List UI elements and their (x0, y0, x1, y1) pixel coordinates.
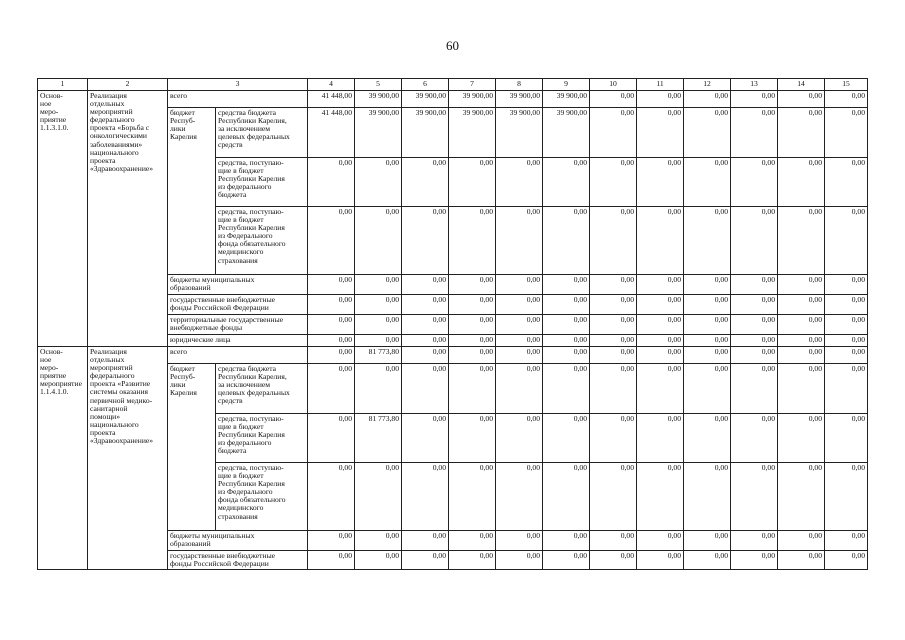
funding-label: бюджеты муниципальных образований (168, 531, 308, 551)
column-header: 5 (355, 79, 402, 91)
value-cell: 0,00 (731, 315, 778, 335)
value-cell: 0,00 (778, 347, 825, 364)
column-header: 7 (449, 79, 496, 91)
value-cell: 0,00 (731, 364, 778, 414)
value-cell: 0,00 (402, 531, 449, 551)
republic-budget-label: бюджет Респуб- лики Карелия (168, 108, 216, 275)
header-row (38, 79, 868, 91)
value-cell: 0,00 (402, 364, 449, 414)
value-cell: 0,00 (825, 91, 868, 108)
value-cell: 0,00 (402, 347, 449, 364)
value-cell: 0,00 (496, 275, 543, 295)
table-body (38, 79, 868, 570)
value-cell: 0,00 (355, 335, 402, 347)
value-cell: 0,00 (449, 364, 496, 414)
value-cell: 0,00 (308, 315, 355, 335)
value-cell: 0,00 (496, 335, 543, 347)
value-cell: 0,00 (731, 335, 778, 347)
value-cell: 0,00 (590, 275, 637, 295)
funding-label: юридические лица (168, 335, 308, 347)
value-cell: 0,00 (637, 315, 684, 335)
column-header: 13 (731, 79, 778, 91)
value-cell: 0,00 (778, 108, 825, 158)
value-cell: 0,00 (684, 414, 731, 463)
value-cell: 39 900,00 (449, 108, 496, 158)
value-cell: 0,00 (684, 295, 731, 315)
value-cell: 0,00 (308, 551, 355, 570)
table-row (38, 347, 868, 364)
value-cell: 0,00 (684, 551, 731, 570)
column-header: 14 (778, 79, 825, 91)
value-cell: 0,00 (543, 315, 590, 335)
value-cell: 0,00 (684, 108, 731, 158)
value-cell: 0,00 (778, 531, 825, 551)
value-cell: 0,00 (449, 551, 496, 570)
value-cell: 0,00 (637, 463, 684, 531)
value-cell: 0,00 (731, 414, 778, 463)
value-cell: 0,00 (590, 364, 637, 414)
value-cell: 0,00 (449, 414, 496, 463)
value-cell: 39 900,00 (402, 91, 449, 108)
value-cell: 0,00 (402, 463, 449, 531)
value-cell: 0,00 (308, 295, 355, 315)
value-cell: 0,00 (308, 364, 355, 414)
value-cell: 0,00 (825, 275, 868, 295)
value-cell: 0,00 (308, 414, 355, 463)
value-cell: 0,00 (449, 207, 496, 275)
value-cell: 0,00 (684, 463, 731, 531)
value-cell: 0,00 (731, 158, 778, 207)
value-cell: 0,00 (543, 414, 590, 463)
value-cell: 0,00 (778, 275, 825, 295)
value-cell: 0,00 (355, 315, 402, 335)
value-cell: 0,00 (778, 551, 825, 570)
value-cell: 0,00 (731, 531, 778, 551)
value-cell: 0,00 (402, 275, 449, 295)
value-cell: 0,00 (778, 158, 825, 207)
value-cell: 0,00 (543, 463, 590, 531)
value-cell: 0,00 (778, 414, 825, 463)
value-cell: 0,00 (684, 364, 731, 414)
column-header: 12 (684, 79, 731, 91)
value-cell: 0,00 (496, 295, 543, 315)
value-cell: 0,00 (637, 335, 684, 347)
value-cell: 0,00 (825, 414, 868, 463)
value-cell: 0,00 (684, 347, 731, 364)
value-cell: 0,00 (590, 108, 637, 158)
column-header: 11 (637, 79, 684, 91)
activity-name: Реализация отдельных мероприятий федерального проекта «Развитие системы оказания первичной медико- санитарной помощи» национального проекта «Здравоохранение» (88, 347, 168, 570)
value-cell: 0,00 (402, 295, 449, 315)
value-cell: 0,00 (543, 551, 590, 570)
value-cell: 0,00 (355, 295, 402, 315)
table-row (38, 91, 868, 108)
column-header: 3 (168, 79, 308, 91)
value-cell: 0,00 (449, 275, 496, 295)
page-number: 60 (446, 38, 459, 53)
value-cell: 0,00 (825, 108, 868, 158)
value-cell: 0,00 (825, 295, 868, 315)
value-cell: 0,00 (684, 91, 731, 108)
value-cell: 0,00 (637, 364, 684, 414)
value-cell: 0,00 (590, 551, 637, 570)
value-cell: 0,00 (543, 207, 590, 275)
value-cell: 0,00 (825, 463, 868, 531)
value-cell: 0,00 (355, 275, 402, 295)
funding-label: бюджеты муниципальных образований (168, 275, 308, 295)
value-cell: 0,00 (308, 531, 355, 551)
value-cell: 0,00 (590, 335, 637, 347)
value-cell: 0,00 (449, 315, 496, 335)
value-cell: 0,00 (590, 347, 637, 364)
funding-label: территориальные государственные внебюджетные фонды (168, 315, 308, 335)
value-cell: 0,00 (637, 158, 684, 207)
value-cell: 0,00 (778, 91, 825, 108)
value-cell: 0,00 (731, 207, 778, 275)
value-cell: 0,00 (543, 364, 590, 414)
value-cell: 0,00 (590, 207, 637, 275)
value-cell: 0,00 (355, 207, 402, 275)
value-cell: 0,00 (449, 347, 496, 364)
value-cell: 0,00 (637, 295, 684, 315)
value-cell: 0,00 (637, 414, 684, 463)
funding-source-label: средства, поступаю- щие в бюджет Республики Карелия из Федерального фонда обязательного медицинского страхования (216, 207, 308, 275)
value-cell: 0,00 (543, 347, 590, 364)
value-cell: 81 773,80 (355, 347, 402, 364)
value-cell: 0,00 (731, 347, 778, 364)
column-header: 6 (402, 79, 449, 91)
value-cell: 0,00 (590, 463, 637, 531)
value-cell: 0,00 (778, 463, 825, 531)
value-cell: 39 900,00 (449, 91, 496, 108)
value-cell: 0,00 (543, 158, 590, 207)
value-cell: 0,00 (825, 158, 868, 207)
value-cell: 0,00 (355, 463, 402, 531)
value-cell: 0,00 (355, 551, 402, 570)
value-cell: 0,00 (308, 158, 355, 207)
value-cell: 0,00 (496, 463, 543, 531)
column-header: 15 (825, 79, 868, 91)
value-cell: 0,00 (637, 347, 684, 364)
value-cell: 0,00 (825, 335, 868, 347)
value-cell: 0,00 (308, 463, 355, 531)
value-cell: 0,00 (308, 347, 355, 364)
value-cell: 0,00 (449, 158, 496, 207)
value-cell: 0,00 (825, 315, 868, 335)
column-header: 9 (543, 79, 590, 91)
value-cell: 0,00 (496, 551, 543, 570)
funding-source-label: средства бюджета Республики Карелия, за исключением целевых федеральных средств (216, 108, 308, 158)
column-header: 4 (308, 79, 355, 91)
value-cell: 0,00 (355, 364, 402, 414)
value-cell: 0,00 (496, 364, 543, 414)
value-cell: 0,00 (825, 551, 868, 570)
value-cell: 0,00 (731, 275, 778, 295)
value-cell: 39 900,00 (543, 108, 590, 158)
value-cell: 0,00 (637, 207, 684, 275)
value-cell: 0,00 (637, 551, 684, 570)
funding-label: государственные внебюджетные фонды Российской Федерации (168, 295, 308, 315)
value-cell: 0,00 (731, 108, 778, 158)
republic-budget-label: бюджет Респуб- лики Карелия (168, 364, 216, 531)
value-cell: 0,00 (778, 315, 825, 335)
value-cell: 0,00 (590, 531, 637, 551)
funding-label: всего (168, 91, 308, 108)
value-cell: 39 900,00 (355, 91, 402, 108)
value-cell: 0,00 (449, 531, 496, 551)
value-cell: 0,00 (590, 158, 637, 207)
value-cell: 0,00 (355, 531, 402, 551)
column-header: 1 (38, 79, 88, 91)
value-cell: 0,00 (778, 295, 825, 315)
value-cell: 0,00 (449, 463, 496, 531)
value-cell: 41 448,00 (308, 91, 355, 108)
funding-label: всего (168, 347, 308, 364)
value-cell: 0,00 (308, 335, 355, 347)
value-cell: 0,00 (825, 207, 868, 275)
value-cell: 0,00 (590, 414, 637, 463)
column-header: 8 (496, 79, 543, 91)
value-cell: 0,00 (402, 315, 449, 335)
value-cell: 0,00 (731, 295, 778, 315)
value-cell: 0,00 (355, 158, 402, 207)
value-cell: 0,00 (825, 347, 868, 364)
value-cell: 0,00 (543, 295, 590, 315)
value-cell: 0,00 (637, 91, 684, 108)
value-cell: 0,00 (684, 275, 731, 295)
funding-source-label: средства, поступаю- щие в бюджет Республики Карелия из федерального бюджета (216, 414, 308, 463)
value-cell: 39 900,00 (402, 108, 449, 158)
value-cell: 0,00 (402, 551, 449, 570)
value-cell: 0,00 (590, 91, 637, 108)
funding-source-label: средства, поступаю- щие в бюджет Республики Карелия из федерального бюджета (216, 158, 308, 207)
value-cell: 0,00 (637, 531, 684, 551)
value-cell: 0,00 (825, 364, 868, 414)
value-cell: 0,00 (778, 364, 825, 414)
funding-label: государственные внебюджетные фонды Российской Федерации (168, 551, 308, 570)
activity-code: Основ- ное меро- приятие 1.1.3.1.0. (38, 91, 88, 347)
value-cell: 0,00 (402, 158, 449, 207)
value-cell: 0,00 (590, 315, 637, 335)
value-cell: 0,00 (684, 531, 731, 551)
activity-code: Основ- ное меро- приятие мероприятие 1.1.4.1.0. (38, 347, 88, 570)
value-cell: 0,00 (402, 207, 449, 275)
value-cell: 0,00 (308, 275, 355, 295)
value-cell: 0,00 (637, 275, 684, 295)
value-cell: 0,00 (731, 551, 778, 570)
value-cell: 0,00 (402, 414, 449, 463)
value-cell: 0,00 (496, 158, 543, 207)
value-cell: 0,00 (496, 315, 543, 335)
value-cell: 0,00 (308, 207, 355, 275)
column-header: 2 (88, 79, 168, 91)
value-cell: 39 900,00 (355, 108, 402, 158)
value-cell: 0,00 (778, 335, 825, 347)
value-cell: 0,00 (778, 207, 825, 275)
value-cell: 0,00 (496, 531, 543, 551)
value-cell: 0,00 (543, 335, 590, 347)
value-cell: 0,00 (684, 207, 731, 275)
value-cell: 39 900,00 (543, 91, 590, 108)
value-cell: 0,00 (684, 315, 731, 335)
value-cell: 0,00 (543, 531, 590, 551)
funding-source-label: средства бюджета Республики Карелия, за исключением целевых федеральных средств (216, 364, 308, 414)
value-cell: 0,00 (731, 463, 778, 531)
column-header: 10 (590, 79, 637, 91)
value-cell: 0,00 (402, 335, 449, 347)
value-cell: 0,00 (637, 108, 684, 158)
value-cell: 0,00 (449, 295, 496, 315)
value-cell: 0,00 (543, 275, 590, 295)
value-cell: 0,00 (684, 335, 731, 347)
value-cell: 0,00 (496, 207, 543, 275)
value-cell: 0,00 (684, 158, 731, 207)
value-cell: 81 773,80 (355, 414, 402, 463)
value-cell: 0,00 (825, 531, 868, 551)
value-cell: 39 900,00 (496, 91, 543, 108)
value-cell: 0,00 (496, 414, 543, 463)
value-cell: 0,00 (590, 295, 637, 315)
activity-name: Реализация отдельных мероприятий федерального проекта «Борьба с онкологическими заболеваниями» национального проекта «Здравоохранение» (88, 91, 168, 347)
funding-source-label: средства, поступаю- щие в бюджет Республики Карелия из Федерального фонда обязательного медицинского страхования (216, 463, 308, 531)
value-cell: 0,00 (496, 347, 543, 364)
value-cell: 0,00 (449, 335, 496, 347)
value-cell: 41 448,00 (308, 108, 355, 158)
budget-table (37, 78, 868, 570)
value-cell: 39 900,00 (496, 108, 543, 158)
value-cell: 0,00 (731, 91, 778, 108)
